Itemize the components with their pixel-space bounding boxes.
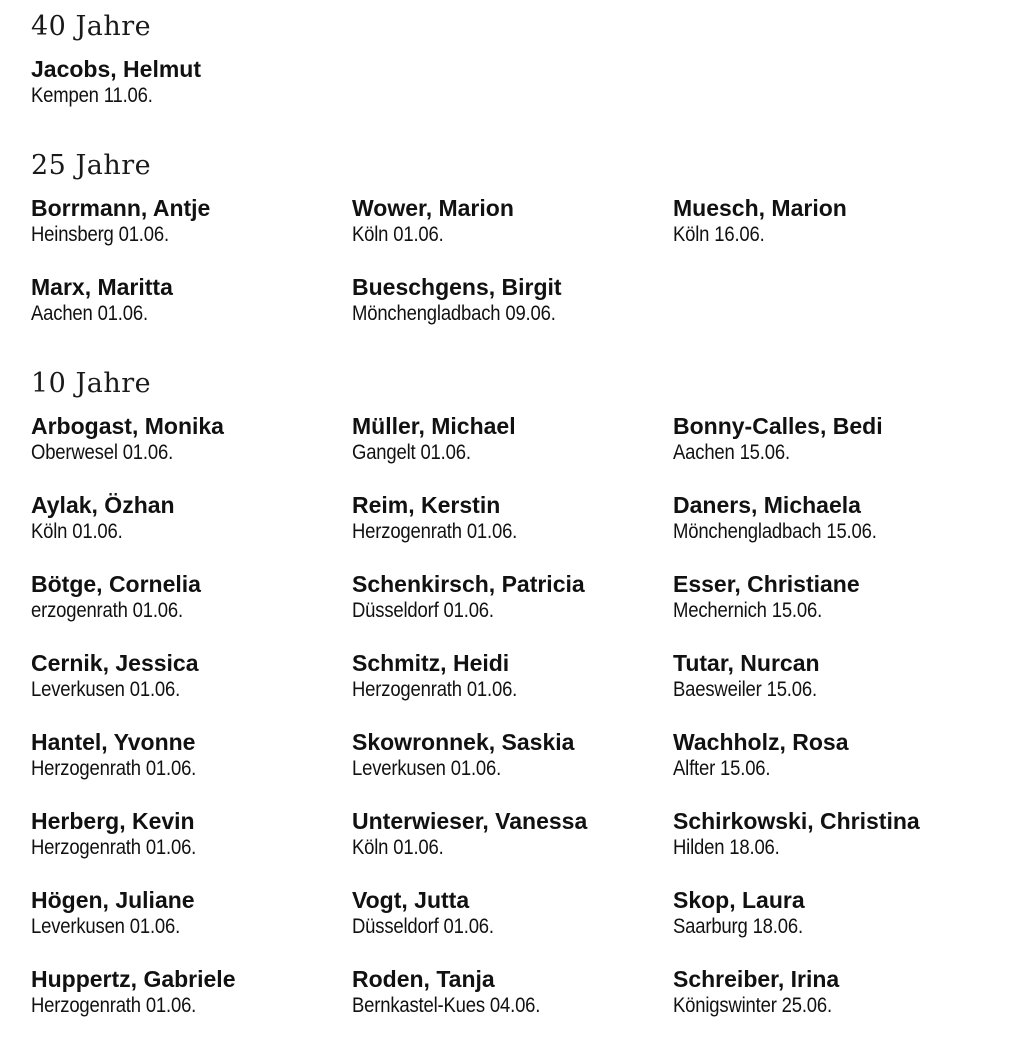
entry-place-date: Mechernich 15.06.: [673, 599, 823, 622]
list-item: [673, 808, 993, 862]
entry-place-date: Aachen 01.06.: [31, 302, 148, 325]
entry-name: Cernik, Jessica: [31, 650, 199, 676]
entry-name: Schenkirsch, Patricia: [352, 571, 585, 597]
entry-name: Schmitz, Heidi: [352, 650, 510, 676]
entry-name: Herberg, Kevin: [31, 808, 195, 834]
list-item: [352, 492, 672, 546]
entry-place-date: Alfter 15.06.: [673, 757, 771, 780]
entry-place-date: Bernkastel-Kues 04.06.: [352, 994, 541, 1017]
entry-name: Skowronnek, Saskia: [352, 729, 575, 755]
entry-name: Wower, Marion: [352, 195, 514, 221]
entry-place-date: Oberwesel 01.06.: [31, 441, 174, 464]
entry-place-date: Aachen 15.06.: [673, 441, 790, 464]
entry-name: Jacobs, Helmut: [31, 56, 201, 82]
entry-name: Vogt, Jutta: [352, 887, 470, 913]
list-item: [31, 650, 351, 704]
list-item: [673, 492, 993, 546]
entry-place-date: erzogenrath 01.06.: [31, 599, 183, 622]
entry-place-date: Mönchengladbach 09.06.: [352, 302, 556, 325]
list-item: [352, 195, 672, 249]
entry-name: Unterwieser, Vanessa: [352, 808, 588, 834]
entry-name: Aylak, Özhan: [31, 492, 175, 518]
entry-name: Roden, Tanja: [352, 966, 495, 992]
entry-name: Bonny-Calles, Bedi: [673, 413, 883, 439]
entry-place-date: Köln 01.06.: [352, 836, 444, 859]
list-item: [673, 729, 993, 783]
list-item: [31, 492, 351, 546]
list-item: [31, 56, 351, 110]
section-25-jahre: [31, 150, 991, 325]
list-item: [352, 808, 672, 862]
list-item: [31, 808, 351, 862]
section-title: 10 Jahre: [31, 368, 152, 399]
entry-name: Marx, Maritta: [31, 274, 173, 300]
list-item: [31, 887, 351, 941]
entry-name: Borrmann, Antje: [31, 195, 211, 221]
list-item: [352, 729, 672, 783]
entry-name: Tutar, Nurcan: [673, 650, 820, 676]
entry-place-date: Köln 16.06.: [673, 223, 765, 246]
entry-place-date: Heinsberg 01.06.: [31, 223, 169, 246]
list-item: [31, 413, 351, 467]
entry-name: Hantel, Yvonne: [31, 729, 196, 755]
list-item: [352, 887, 672, 941]
entry-name: Huppertz, Gabriele: [31, 966, 236, 992]
entry-name: Skop, Laura: [673, 887, 805, 913]
entry-name: Schreiber, Irina: [673, 966, 840, 992]
list-item: [31, 729, 351, 783]
section-10-jahre: [31, 369, 991, 1049]
entry-name: Müller, Michael: [352, 413, 516, 439]
entry-place-date: Königswinter 25.06.: [673, 994, 832, 1017]
entry-place-date: Köln 01.06.: [31, 520, 123, 543]
list-item: [352, 966, 672, 1020]
entry-place-date: Herzogenrath 01.06.: [31, 836, 197, 859]
list-item: [673, 887, 993, 941]
entry-name: Reim, Kerstin: [352, 492, 501, 518]
entry-name: Daners, Michaela: [673, 492, 861, 518]
entry-name: Muesch, Marion: [673, 195, 847, 221]
list-item: [31, 274, 351, 328]
section-title: 25 Jahre: [31, 150, 152, 181]
list-item: [673, 195, 993, 249]
entry-name: Wachholz, Rosa: [673, 729, 849, 755]
entry-place-date: Herzogenrath 01.06.: [352, 678, 518, 701]
entry-place-date: Hilden 18.06.: [673, 836, 780, 859]
entry-place-date: Saarburg 18.06.: [673, 915, 803, 938]
list-item: [352, 571, 672, 625]
list-item: [673, 413, 993, 467]
list-item: [352, 274, 672, 328]
entry-name: Bueschgens, Birgit: [352, 274, 562, 300]
entry-name: Arbogast, Monika: [31, 413, 224, 439]
entry-place-date: Herzogenrath 01.06.: [31, 757, 197, 780]
section-40-jahre: [31, 11, 991, 107]
entry-place-date: Gangelt 01.06.: [352, 441, 471, 464]
list-item: [352, 413, 672, 467]
section-title: 40 Jahre: [31, 11, 152, 42]
list-item: [352, 650, 672, 704]
entry-place-date: Leverkusen 01.06.: [31, 678, 181, 701]
entry-place-date: Düsseldorf 01.06.: [352, 915, 494, 938]
list-item: [31, 195, 351, 249]
entry-place-date: Köln 01.06.: [352, 223, 444, 246]
entry-name: Schirkowski, Christina: [673, 808, 920, 834]
entry-place-date: Leverkusen 01.06.: [352, 757, 502, 780]
entry-place-date: Herzogenrath 01.06.: [352, 520, 518, 543]
list-item: [673, 571, 993, 625]
entry-place-date: Leverkusen 01.06.: [31, 915, 181, 938]
entry-place-date: Düsseldorf 01.06.: [352, 599, 494, 622]
entry-place-date: Kempen 11.06.: [31, 84, 153, 107]
entry-name: Esser, Christiane: [673, 571, 860, 597]
entry-place-date: Mönchengladbach 15.06.: [673, 520, 877, 543]
list-item: [31, 571, 351, 625]
entry-place-date: Herzogenrath 01.06.: [31, 994, 197, 1017]
entry-name: Bötge, Cornelia: [31, 571, 201, 597]
entry-place-date: Baesweiler 15.06.: [673, 678, 817, 701]
list-item: [673, 966, 993, 1020]
list-item: [673, 650, 993, 704]
entry-name: Högen, Juliane: [31, 887, 195, 913]
list-item: [31, 966, 351, 1020]
